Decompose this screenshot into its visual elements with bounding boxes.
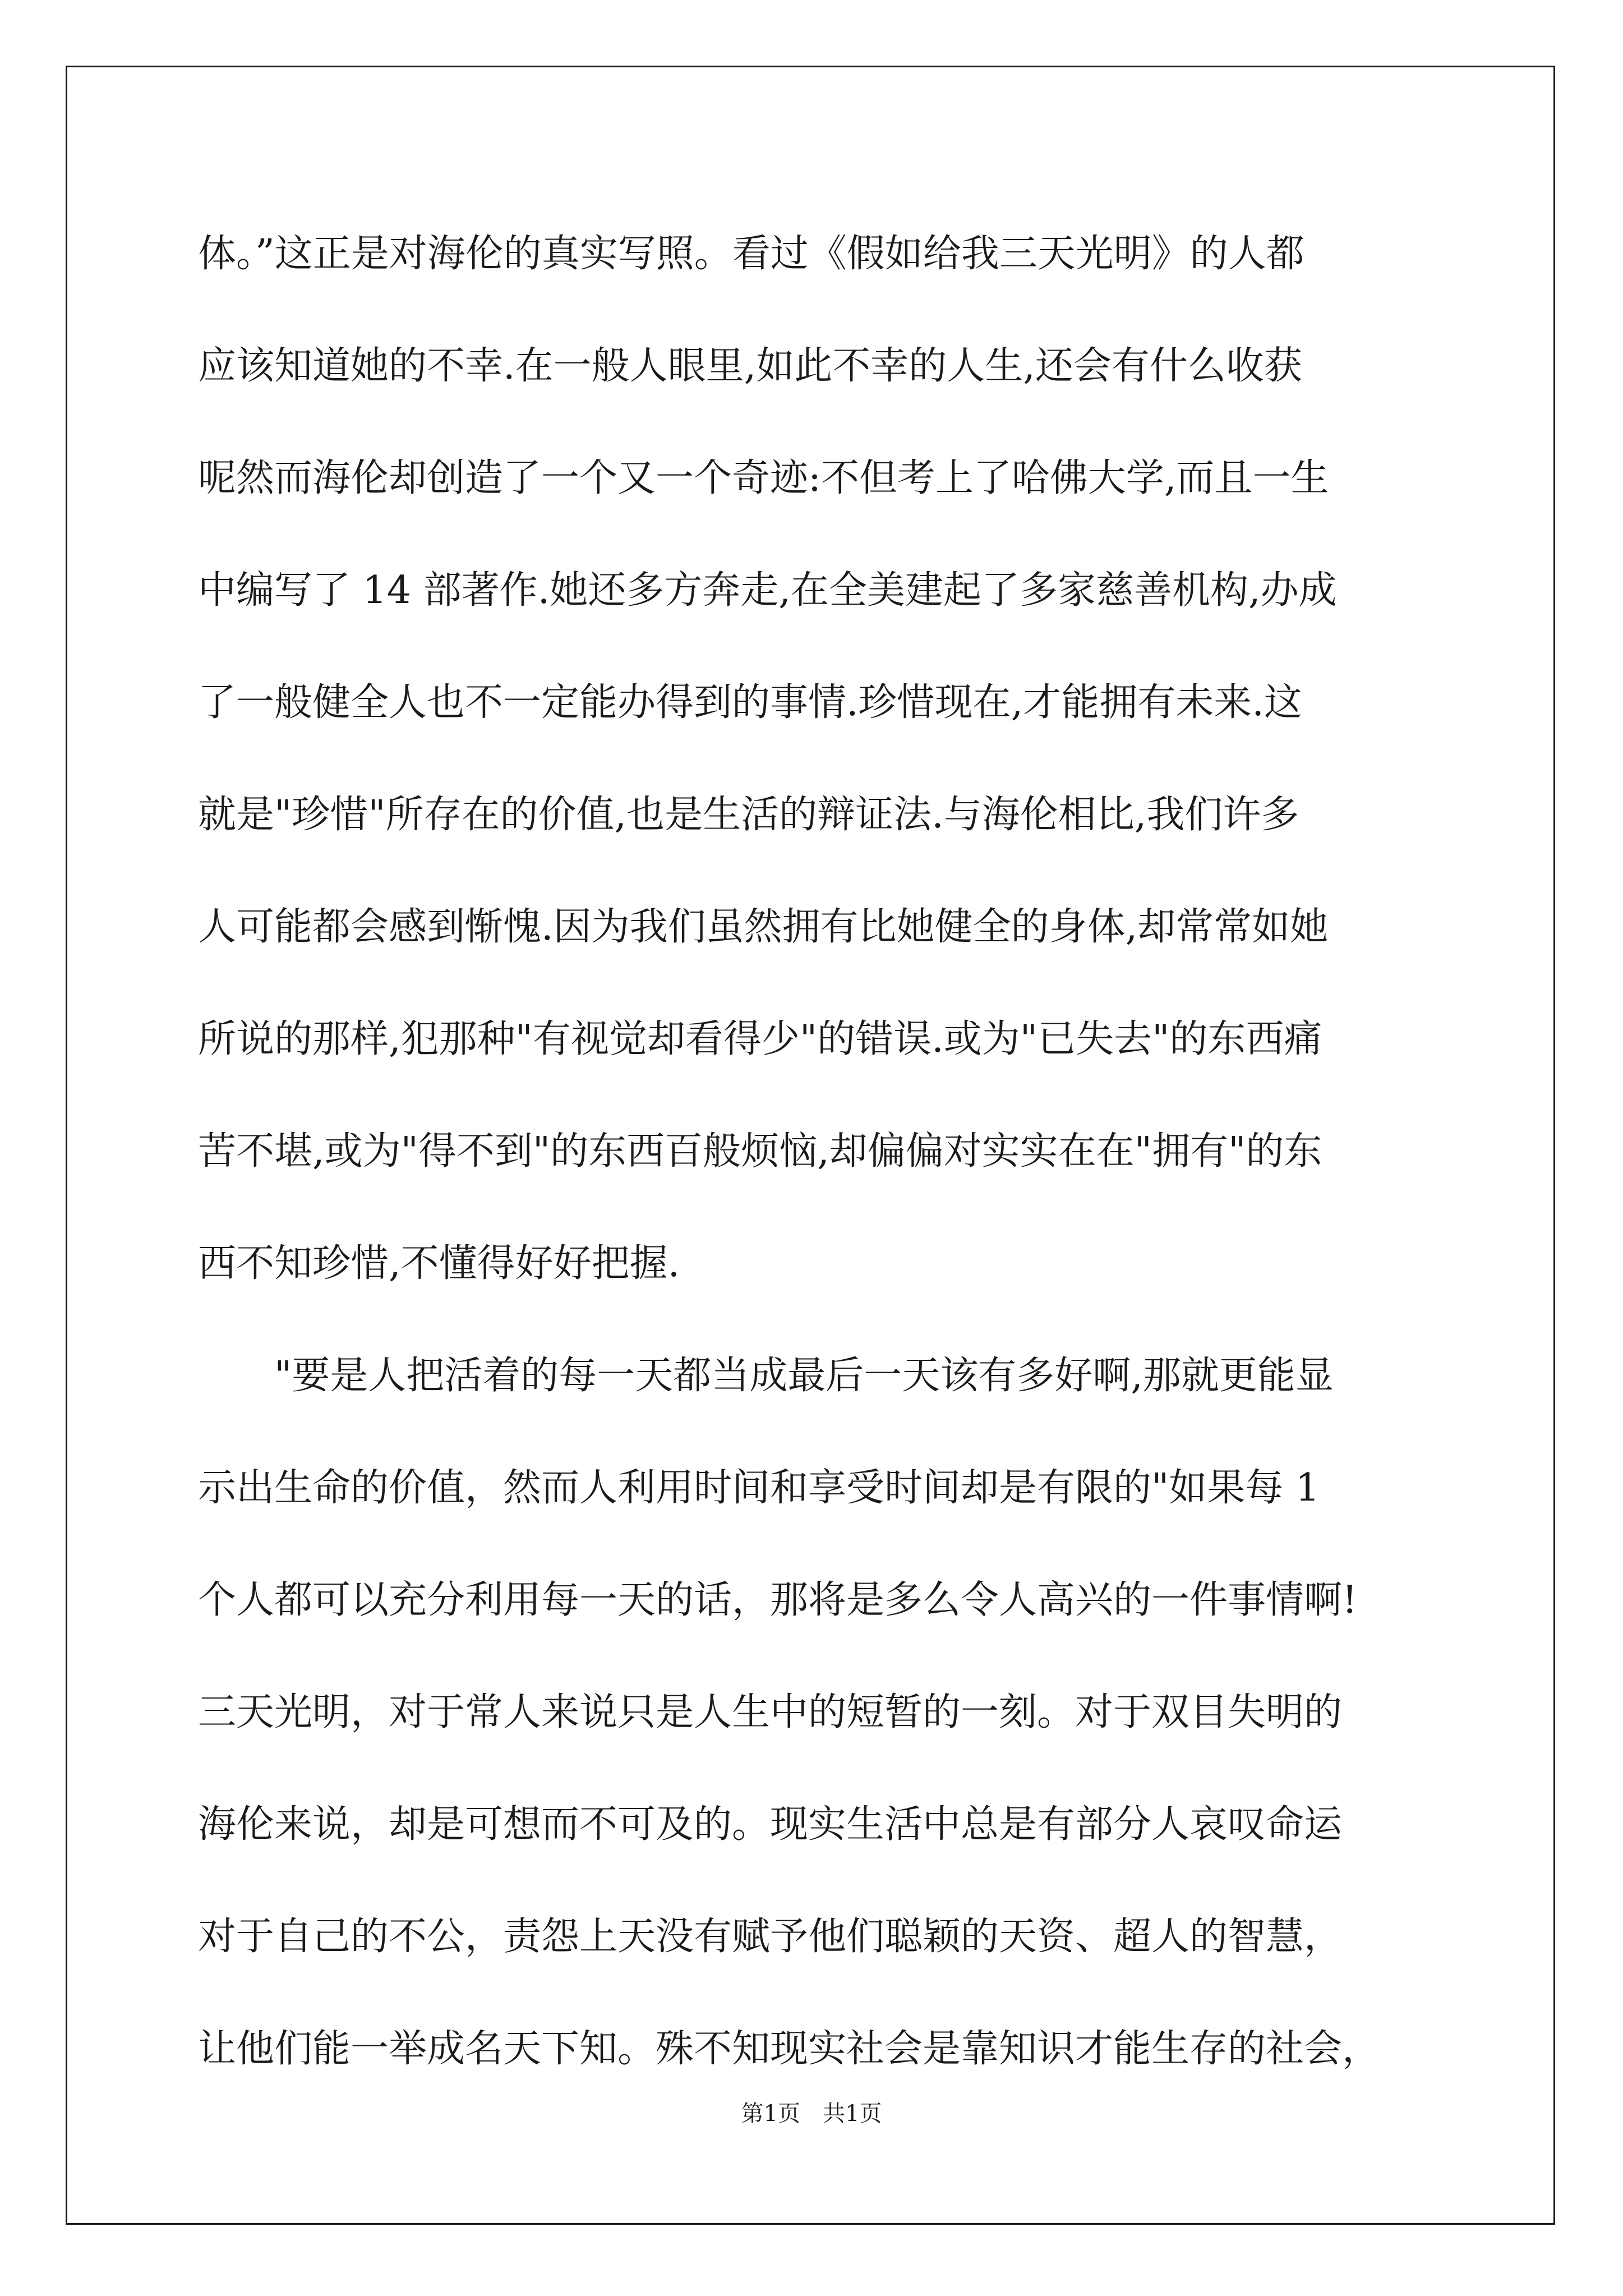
text-line: 体。”这正是对海伦的真实写照。看过《假如给我三天光明》的人都: [198, 232, 1304, 276]
text-line: 个人都可以充分利用每一天的话，那将是多么令人高兴的一件事情啊!: [198, 1578, 1358, 1622]
text-line: 西不知珍惜,不懂得好好把握.: [198, 1241, 680, 1286]
text-line: 就是"珍惜"所存在的价值,也是生活的辩证法.与海伦相比,我们许多: [198, 793, 1299, 837]
text-line: 苦不堪,或为"得不到"的东西百般烦恼,却偏偏对实实在在"拥有"的东: [198, 1129, 1322, 1174]
text-line: 示出生命的价值，然而人利用时间和享受时间却是有限的"如果每 1: [198, 1466, 1320, 1510]
text-line: 中编写了 14 部著作.她还多方奔走,在全美建起了多家慈善机构,办成: [198, 568, 1337, 613]
text-line: 对于自己的不公，责怨上天没有赋予他们聪颖的天资、超人的智慧，: [198, 1915, 1343, 1959]
text-line: 所说的那样,犯那种"有视觉却看得少"的错误.或为"已失去"的东西痛: [198, 1017, 1322, 1061]
page-number-footer: 第1页 共1页: [741, 2101, 882, 2127]
text-line: 人可能都会感到惭愧.因为我们虽然拥有比她健全的身体,却常常如她: [198, 905, 1329, 949]
text-line: 三天光明，对于常人来说只是人生中的短暂的一刻。对于双目失明的: [198, 1690, 1343, 1734]
text-line: 让他们能一举成名天下知。殊不知现实社会是靠知识才能生存的社会，: [198, 2027, 1381, 2071]
text-line: 应该知道她的不幸.在一般人眼里,如此不幸的人生,还会有什么收获: [198, 344, 1302, 388]
text-line: "要是人把活着的每一天都当成最后一天该有多好啊,那就更能显: [198, 1354, 1334, 1398]
text-line: 海伦来说，却是可想而不可及的。现实生活中总是有部分人哀叹命运: [198, 1802, 1343, 1847]
text-line: 了一般健全人也不一定能办得到的事情.珍惜现在,才能拥有未来.这: [198, 680, 1302, 725]
text-line: 呢然而海伦却创造了一个又一个奇迹:不但考上了哈佛大学,而且一生: [198, 456, 1329, 500]
